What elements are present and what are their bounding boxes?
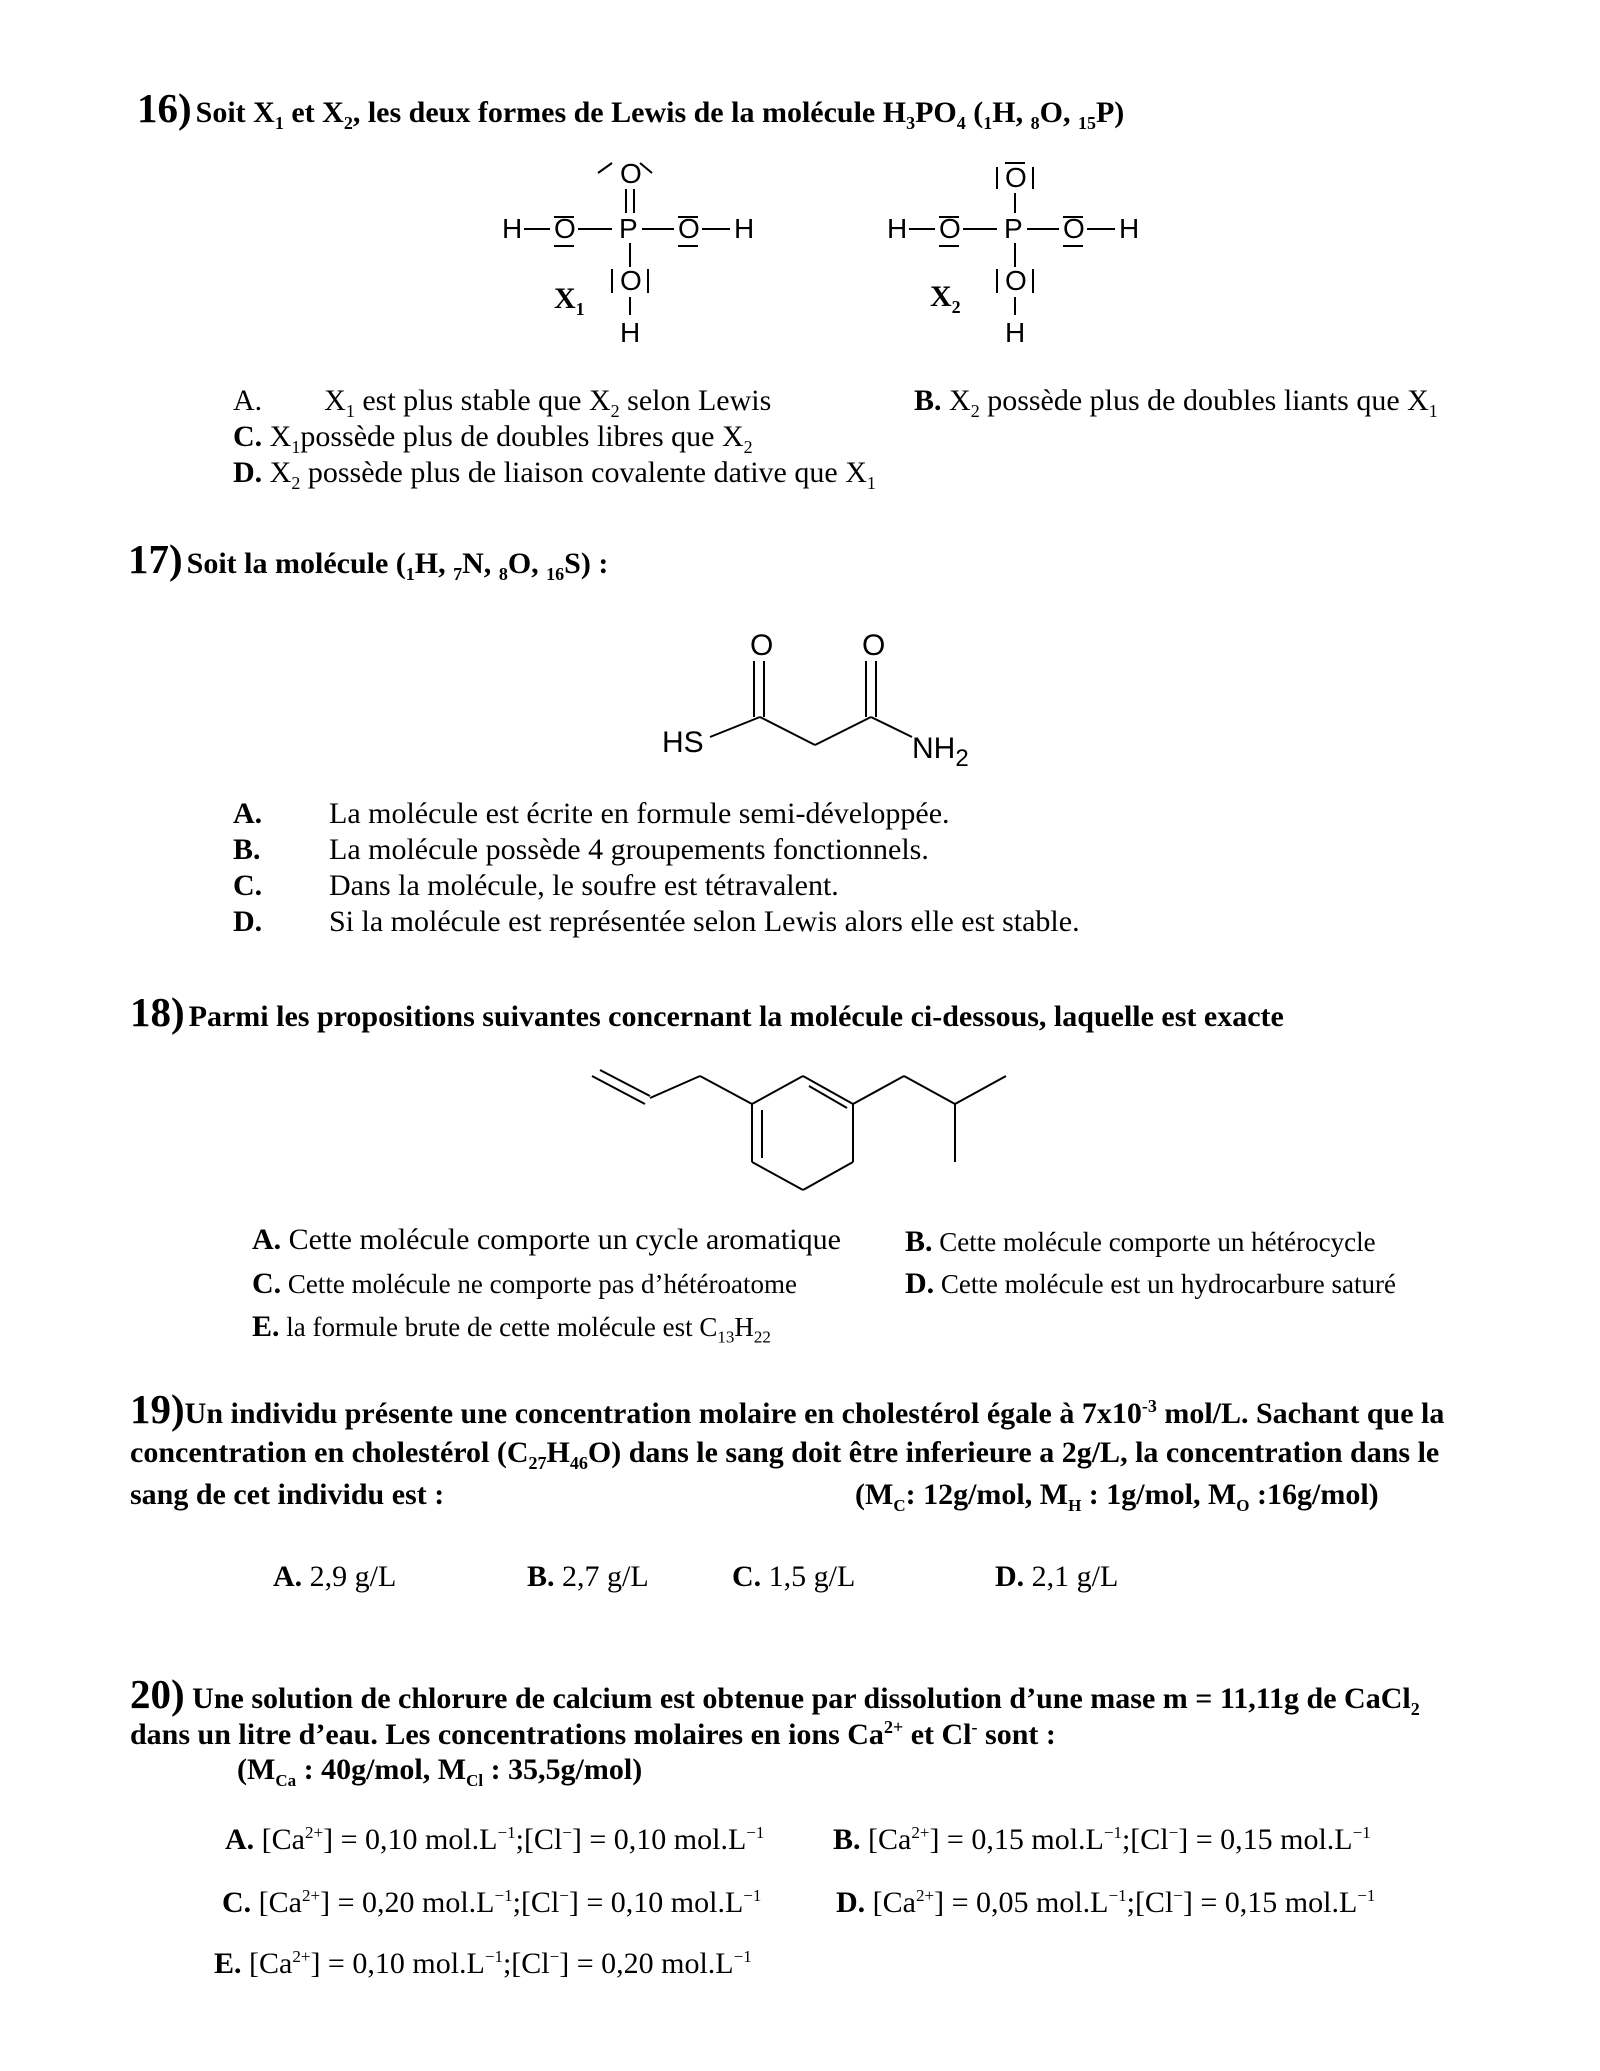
- cl-concentration: 0,20: [601, 1947, 654, 1980]
- q20-option-c: C. $[Ca^{2+}] = 0,20$ $mol.L^{-1};[Cl^-] = 0,10$ $mol.L^{-1}$: [222, 1886, 762, 1919]
- q16-title: 16) Soit $X_1$ et $X_2$, les deux formes de Lewis de la molécule $H_3PO_4$ ($_1H$, $_8$O, $_{15}$P): [137, 85, 1125, 133]
- q18-option-d: D. Cette molécule est un hydrocarbure saturé: [905, 1267, 1396, 1300]
- svg-text:H: H: [1005, 317, 1026, 348]
- q19-option-b: B. 2,7 g/L: [527, 1560, 649, 1593]
- q20-option-b: B. $[Ca^{2+}] = 0,15$ $mol.L^{-1};[Cl^-] = 0,15$ $mol.L^{-1}$: [833, 1823, 1371, 1856]
- q19-line3: sang de cet individu est :: [130, 1478, 445, 1511]
- atom-o-top: O: [620, 158, 642, 189]
- q18-option-e: E. la formule brute de cette molécule est $C_{13}H_{22}$: [252, 1310, 771, 1347]
- ca-concentration: 0,10: [352, 1947, 405, 1980]
- q20-line2: dans un litre d’eau. Les concentrations molaires en ions $Ca^{2+}$ et Cl- sont :: [130, 1717, 1056, 1751]
- question-number: 16): [137, 85, 192, 131]
- q18-option-c: C. Cette molécule ne comporte pas d’hétéroatome: [252, 1267, 797, 1300]
- struct-label-x1: $X_1$: [554, 282, 585, 319]
- q17-option: B. La molécule possède 4 groupements fonctionnels.: [233, 833, 929, 866]
- svg-text:NH2: $NH_2$: [912, 732, 969, 772]
- ca-concentration: 0,10: [365, 1823, 418, 1856]
- q20-molar-masses: ($M_{Ca}$ : 40g/mol, $M_{Cl}$ : 35,5g/mol): [237, 1753, 643, 1790]
- q19-molar-masses: ($M_C$: 12g/mol, $M_H$ : 1g/mol, $M_O$ :16g/mol): [855, 1478, 1379, 1515]
- svg-text:H: H: [734, 213, 755, 244]
- q18-option-a: A. Cette molécule comporte un cycle aromatique: [252, 1223, 841, 1256]
- ca-concentration: 0,15: [971, 1823, 1024, 1856]
- cl-concentration: 0,15: [1224, 1886, 1278, 1919]
- svg-text:H: H: [620, 317, 641, 348]
- q19-line2: concentration en cholestérol $(C_{27}H_{46}O)$ dans le sang doit être inferieure a 2g/L, la concentration dans le: [130, 1436, 1440, 1473]
- svg-text:O: O: [862, 629, 886, 662]
- q20-option-d: D. $[Ca^{2+}] = 0,05$ $mol.L^{-1};[Cl^-] = 0,15$ $mol.L^{-1}$: [836, 1886, 1376, 1919]
- q19-option-d: D. 2,1 g/L: [995, 1560, 1119, 1593]
- svg-text:O: O: [620, 265, 642, 296]
- svg-text:H: H: [502, 213, 523, 244]
- svg-text:O: O: [1005, 265, 1027, 296]
- question-number: 17): [128, 536, 183, 582]
- lewis-structure-x2: [875, 155, 1155, 355]
- q17-title: 17) Soit la molécule ($_1H$, $_7$N, $_8$O, $_{16}$S) :: [128, 536, 609, 584]
- question-number: 19): [130, 1386, 185, 1432]
- q17-option: C. Dans la molécule, le soufre est tétravalent.: [233, 869, 839, 902]
- q17-options: [233, 797, 1233, 941]
- q20-option-e: E. $[Ca^{2+}] = 0,10$ $mol.L^{-1};[Cl^-] = 0,20$ $mol.L^{-1}$: [214, 1947, 752, 1980]
- q17-option: D. Si la molécule est représentée selon Lewis alors elle est stable.: [233, 905, 1080, 938]
- lewis-structure-x1: [490, 155, 770, 355]
- cl-concentration: 0,10: [610, 1886, 664, 1919]
- ca-concentration: 0,05: [976, 1886, 1029, 1919]
- question-number: 20): [130, 1671, 185, 1717]
- q17-option: A. La molécule est écrite en formule semi-développée.: [233, 797, 950, 830]
- q18-option-b: B. Cette molécule comporte un hétérocycle: [905, 1225, 1376, 1258]
- q20-line1: 20) Une solution de chlorure de calcium est obtenue par dissolution d’une mase m = 11,11g de CaCl$_2$: [130, 1671, 1420, 1719]
- struct-label-x2: $X_2$: [930, 280, 961, 317]
- q19-line1: 19)Un individu présente une concentration molaire en cholestérol égale à $7x10^{-3}$ mol/L. Sachant que la: [130, 1386, 1445, 1432]
- svg-text:P: P: [619, 213, 638, 244]
- svg-text:P: P: [1004, 213, 1023, 244]
- question-number: 18): [130, 989, 185, 1035]
- svg-text:O: O: [1005, 162, 1027, 193]
- q16-option-a: A. $X_1$ est plus stable que $X_2$ selon Lewis: [233, 384, 772, 421]
- svg-text:O: O: [939, 213, 961, 244]
- svg-text:O: O: [678, 213, 700, 244]
- q16-option-d: D. $X_2$ possède plus de liaison covalente dative que $X_1$: [233, 456, 876, 493]
- q19-option-c: C. 1,5 g/L: [732, 1560, 856, 1593]
- ca-concentration: 0,20: [362, 1886, 415, 1919]
- cl-concentration: 0,15: [1220, 1823, 1273, 1856]
- skeletal-structure-q17: [650, 615, 990, 772]
- q16-option-c: C. $X_1possède$ plus de doubles libres que $X_2$: [233, 420, 753, 457]
- skeletal-structure-q18: [590, 1070, 1030, 1190]
- svg-text:O: O: [1063, 213, 1085, 244]
- svg-text:O: O: [750, 629, 774, 662]
- q18-title: 18) Parmi les propositions suivantes concernant la molécule ci-dessous, laquelle est exacte: [130, 989, 1284, 1035]
- q19-option-a: A. 2,9 g/L: [273, 1560, 397, 1593]
- svg-text:HS: HS: [662, 726, 704, 759]
- svg-text:H: H: [887, 213, 908, 244]
- svg-text:O: O: [554, 213, 576, 244]
- svg-text:H: H: [1119, 213, 1140, 244]
- q16-option-b: B. $X_2$ possède plus de doubles liants que $X_1$: [914, 384, 1438, 421]
- cl-concentration: 0,10: [613, 1823, 667, 1856]
- q20-option-a: A. $[Ca^{2+}] = 0,10$ $mol.L^{-1};[Cl^-] = 0,10$ $mol.L^{-1}$: [225, 1823, 765, 1856]
